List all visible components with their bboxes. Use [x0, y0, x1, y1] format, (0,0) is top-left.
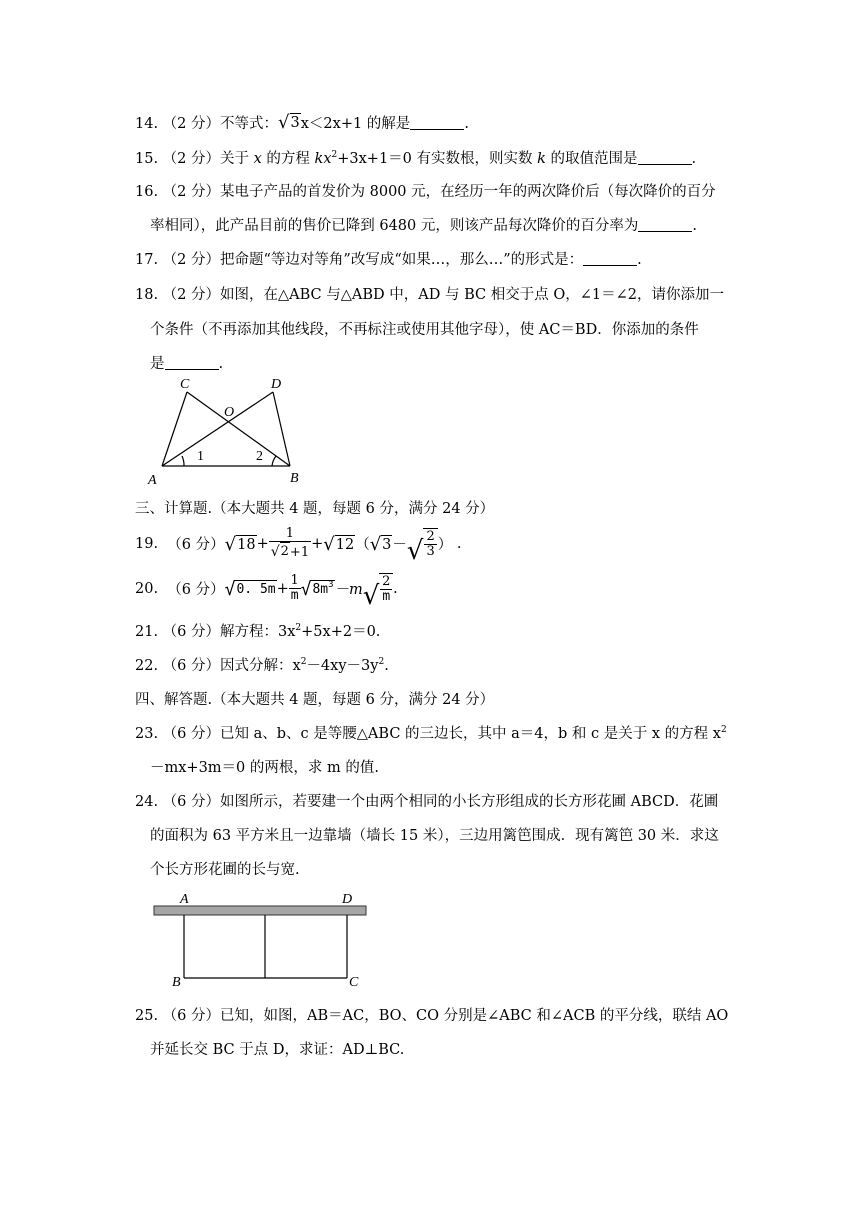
variable: k — [537, 151, 546, 167]
minus-sign: － — [392, 537, 407, 553]
question-score: （2 分） — [162, 116, 221, 132]
question-number: 15. — [135, 151, 159, 167]
question-text: 个条件（不再添加其他线段，不再标注或使用其他字母），使 AC＝BD．你添加的条件 — [150, 322, 699, 338]
question-number: 17. — [135, 252, 159, 268]
minus-term: －m — [334, 582, 363, 598]
period: . — [637, 252, 642, 268]
question-19 — [135, 526, 462, 566]
plus-sign: + — [311, 535, 324, 552]
question-text: 不等式： — [220, 116, 279, 132]
sqrt-18: √ 18 — [224, 533, 256, 555]
question-text: x＜2x+1 的解是 — [300, 116, 411, 132]
question-text: 已知，如图，AB＝AC，BO、CO 分别是∠ABC 和∠ACB 的平分线，联结 AO — [220, 1008, 729, 1024]
question-18 — [135, 283, 724, 304]
question-score: （2 分） — [162, 151, 221, 167]
question-text: 的面积为 63 平方米且一边靠墙（墙长 15 米），三边用篱笆围成．现有篱笆 30 米．求这 — [150, 828, 719, 844]
figure-24-garden — [150, 888, 375, 988]
question-16 — [135, 180, 716, 201]
question-text: 的方程 — [261, 151, 315, 167]
question-text: 是 — [150, 356, 165, 372]
question-number: 22. — [135, 658, 159, 674]
question-25-cont — [150, 1038, 404, 1059]
question-15 — [135, 147, 696, 168]
fraction: $\frac{1}{m}$ — [290, 573, 299, 603]
answer-blank[interactable] — [583, 251, 637, 266]
question-text: 如图所示，若要建一个由两个相同的小长方形组成的长方形花圃 ABCD．花圃 — [220, 794, 719, 810]
question-25 — [135, 1004, 728, 1025]
question-text: 因式分解：x — [220, 658, 301, 674]
question-23-cont — [150, 756, 379, 777]
label-C: C — [349, 975, 359, 988]
variable: k — [314, 151, 324, 167]
question-text: 把命题“等边对等角”改写成“如果…，那么…”的形式是： — [220, 252, 584, 268]
sqrt-expression: √ 0. 5m — [224, 578, 276, 600]
question-number: 14. — [135, 116, 159, 132]
label-A: A — [180, 892, 189, 907]
question-18-cont2 — [150, 352, 223, 373]
question-score: （6 分） — [167, 582, 225, 598]
exponent: 2 — [378, 657, 385, 667]
label-A: A — [148, 473, 157, 487]
question-score: （6 分） — [162, 726, 221, 742]
label-D: D — [342, 892, 353, 907]
paren-close: ） — [437, 537, 453, 553]
answer-blank[interactable] — [410, 115, 464, 130]
question-text: 的取值范围是 — [545, 151, 638, 167]
exponent: 2 — [720, 725, 727, 735]
question-text: －4xy－3y — [306, 658, 379, 674]
exponent: 2 — [331, 150, 338, 160]
question-text: 已知 a、b、c 是等腰△ABC 的三边长，其中 a＝4，b 和 c 是关于 x 的方程 x — [220, 726, 721, 742]
question-24-cont — [150, 824, 719, 845]
sqrt-fraction: √ $\frac{2}{3}$ — [407, 528, 438, 559]
question-number: 18. — [135, 287, 159, 303]
label-B: B — [290, 471, 299, 486]
answer-blank[interactable] — [638, 217, 692, 232]
question-text: 关于 — [220, 151, 254, 167]
variable: x — [323, 151, 332, 167]
exponent: 2 — [295, 623, 302, 633]
sqrt-3: √ 3 — [369, 533, 392, 555]
sqrt-12: √ 12 — [323, 533, 355, 555]
question-20 — [135, 573, 398, 611]
section-4-heading: 四、解答题.（本大题共 4 题，每题 6 分，满分 24 分） — [135, 692, 495, 708]
plus-sign: + — [276, 580, 289, 597]
period: . — [218, 356, 224, 372]
question-22 — [135, 654, 389, 675]
question-number: 20. — [135, 580, 159, 597]
sqrt-fraction: √ $\frac{2}{m}$ — [363, 573, 393, 604]
label-C: C — [180, 377, 190, 392]
question-score: （2 分） — [162, 184, 221, 200]
question-number: 24. — [135, 794, 159, 810]
question-score: （6 分） — [167, 537, 225, 553]
question-number: 16. — [135, 184, 159, 200]
period: . — [456, 535, 462, 552]
fraction: 1 √ 2 +1 — [270, 526, 310, 560]
question-21 — [135, 620, 380, 641]
question-score: （6 分） — [162, 658, 221, 674]
question-score: （2 分） — [162, 252, 221, 268]
figure-18-triangles — [140, 372, 320, 487]
question-24 — [135, 790, 718, 811]
question-text: 某电子产品的首发价为 8000 元，在经历一年的两次降价后（每次降价的百分 — [220, 184, 716, 200]
question-23 — [135, 722, 727, 743]
question-text: 并延长交 BC 于点 D，求证：AD⊥BC. — [150, 1042, 405, 1058]
question-18-cont — [150, 318, 699, 339]
question-17 — [135, 248, 642, 269]
answer-blank[interactable] — [638, 150, 692, 165]
answer-blank[interactable] — [165, 355, 219, 370]
question-number: 21. — [135, 624, 159, 640]
question-score: （6 分） — [162, 624, 221, 640]
exponent: 2 — [300, 657, 307, 667]
plus-sign: + — [256, 535, 269, 552]
sqrt-expression: √ 3 — [278, 112, 300, 133]
section-3-heading: 三、计算题.（本大题共 4 题，每题 6 分，满分 24 分） — [135, 501, 495, 517]
sqrt-expression: √ $8m^3$ — [300, 578, 334, 600]
question-text: +5x+2＝0. — [301, 624, 381, 640]
question-14 — [135, 112, 469, 133]
question-16-cont — [150, 214, 697, 235]
question-text: 个长方形花圃的长与宽. — [150, 862, 300, 878]
question-score: （6 分） — [162, 1008, 221, 1024]
period: . — [393, 580, 398, 597]
question-text: 率相同），此产品目前的售价已降到 6480 元，则该产品每次降价的百分率为 — [150, 218, 639, 234]
question-number: 23. — [135, 726, 159, 742]
question-text: +3x+1＝0 有实数根，则实数 — [337, 151, 538, 167]
variable: x — [253, 151, 262, 167]
label-D: D — [271, 377, 282, 392]
question-text: －mx+3m＝0 的两根，求 m 的值. — [150, 760, 379, 776]
period: . — [464, 116, 469, 132]
period: . — [692, 218, 697, 234]
period: . — [384, 658, 389, 674]
question-number: 19. — [135, 535, 159, 552]
question-number: 25. — [135, 1008, 159, 1024]
label-B: B — [172, 975, 181, 988]
angle-2: 2 — [256, 449, 263, 464]
label-O: O — [224, 405, 235, 420]
angle-1: 1 — [197, 449, 204, 464]
question-text: 解方程：3x — [220, 624, 296, 640]
question-24-cont2 — [150, 858, 300, 879]
question-text: 如图，在△ABC 与△ABD 中，AD 与 BC 相交于点 O，∠1＝∠2，请你添加一 — [220, 287, 724, 303]
question-score: （2 分） — [162, 287, 221, 303]
question-score: （6 分） — [162, 794, 221, 810]
period: . — [691, 151, 697, 167]
paren-open: （ — [355, 537, 370, 553]
